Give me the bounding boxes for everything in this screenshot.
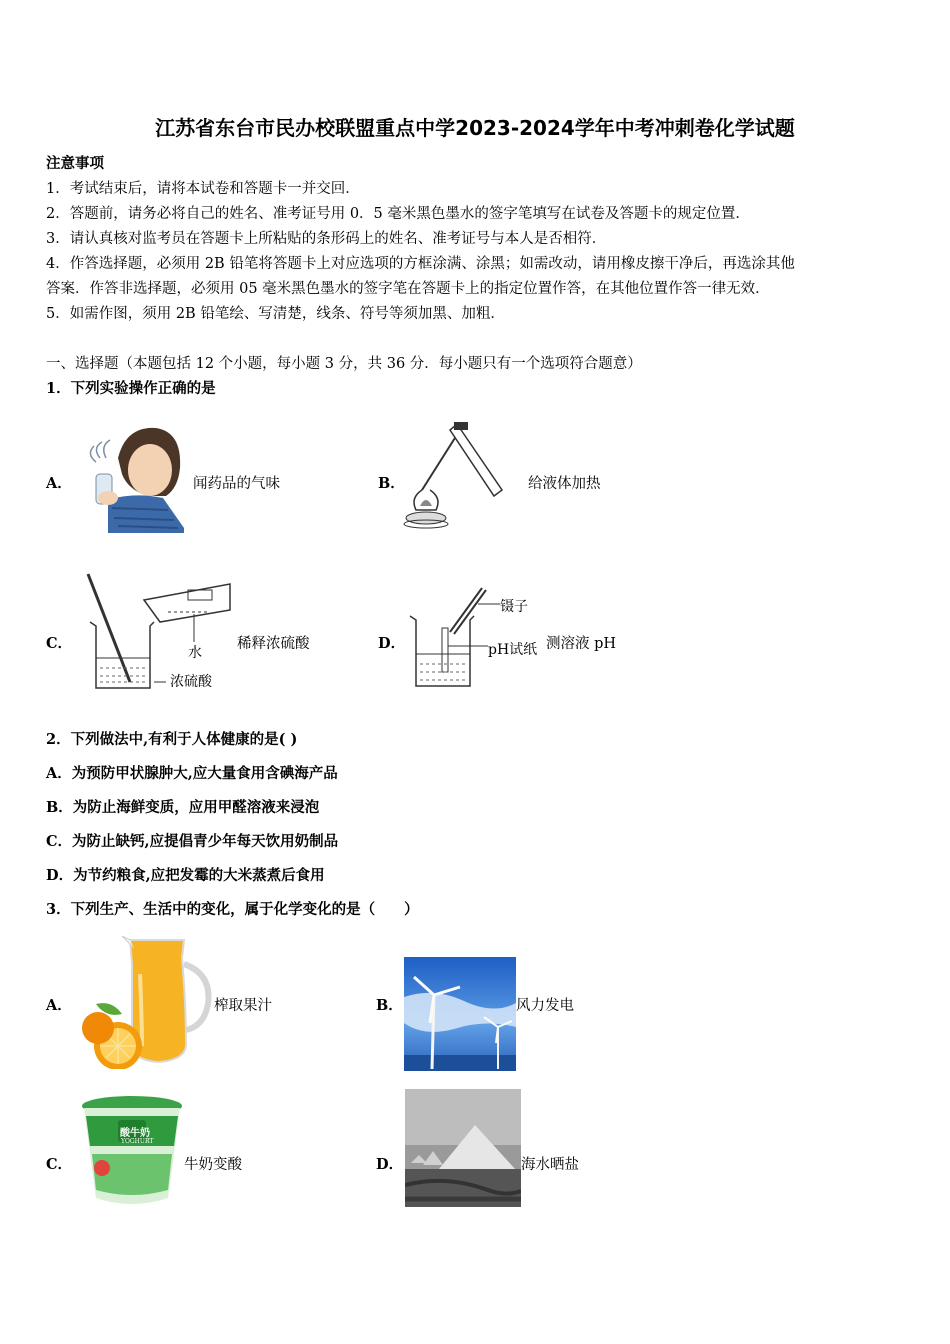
wind-turbine-photo bbox=[404, 957, 516, 1071]
notice-heading: 注意事项 bbox=[46, 155, 104, 172]
section-heading: 一、选择题（本题包括 12 个小题，每小题 3 分，共 36 分．每小题只有一个选项符合题意） bbox=[46, 356, 642, 372]
notice-item: 5．如需作图，须用 2B 铅笔绘、写清楚，线条、符号等须加黑、加粗． bbox=[46, 306, 505, 322]
q1-option-d-letter: D． bbox=[378, 635, 406, 652]
tweezers-label: 镊子 bbox=[500, 599, 528, 615]
q3-option-d-letter: D． bbox=[376, 1156, 404, 1173]
notice-item: 2．答题前，请务必将自己的姓名、准考证号用 0．5 毫米黑色墨水的签字笔填写在试卷及答题卡的规定位置． bbox=[46, 206, 750, 222]
heating-illustration bbox=[402, 420, 522, 530]
yogurt-sub: YOGHURT bbox=[121, 1138, 154, 1145]
q2-option-d: D．为节约粮食,应把发霉的大米蒸煮后食用 bbox=[46, 867, 325, 884]
notice-item: 4．作答选择题，必须用 2B 铅笔将答题卡上对应选项的方框涂满、涂黑；如需改动，请用橡皮擦干净后，再选涂其他 bbox=[46, 256, 795, 272]
acid-label: 浓硫酸 bbox=[170, 674, 212, 690]
q3-option-c-letter: C． bbox=[46, 1156, 73, 1173]
juice-illustration bbox=[82, 934, 212, 1069]
question-2-stem: 2．下列做法中,有利于人体健康的是( ) bbox=[46, 731, 298, 748]
q1-option-a-text: 闻药品的气味 bbox=[193, 476, 280, 492]
notice-item: 1．考试结束后，请将本试卷和答题卡一并交回． bbox=[46, 181, 360, 197]
q3-option-c-text: 牛奶变酸 bbox=[184, 1157, 242, 1173]
q1-option-b-letter: B． bbox=[378, 475, 405, 492]
page-title: 江苏省东台市民办校联盟重点中学2023-2024学年中考冲刺卷化学试题 bbox=[155, 116, 795, 140]
yogurt-brand: 酸牛奶 bbox=[120, 1128, 150, 1139]
q1-option-c-letter: C． bbox=[46, 635, 73, 652]
q3-option-d-text: 海水晒盐 bbox=[521, 1157, 579, 1173]
salt-field-photo bbox=[405, 1089, 521, 1207]
q1-option-d-text: 测溶液 pH bbox=[546, 636, 617, 652]
smell-illustration bbox=[78, 418, 188, 533]
q2-option-a: A．为预防甲状腺肿大,应大量食用含碘海产品 bbox=[46, 765, 338, 782]
q3-option-b-text: 风力发电 bbox=[516, 998, 574, 1014]
ph-paper-label: pH试纸 bbox=[488, 642, 538, 658]
question-3-stem: 3．下列生产、生活中的变化，属于化学变化的是（ ） bbox=[46, 901, 419, 918]
q2-option-c: C．为防止缺钙,应提倡青少年每天饮用奶制品 bbox=[46, 833, 339, 850]
notice-item: 答案．作答非选择题，必须用 05 毫米黑色墨水的签字笔在答题卡上的指定位置作答，在其他位置作答一律无效． bbox=[46, 281, 770, 297]
yogurt-illustration bbox=[78, 1094, 186, 1208]
q1-option-a-letter: A． bbox=[46, 475, 72, 492]
q1-option-c-text: 稀释浓硫酸 bbox=[237, 636, 310, 652]
notice-item: 3．请认真核对监考员在答题卡上所粘贴的条形码上的姓名、准考证号与本人是否相符． bbox=[46, 231, 607, 247]
q3-option-a-letter: A． bbox=[46, 997, 72, 1014]
question-1-stem: 1．下列实验操作正确的是 bbox=[46, 380, 216, 397]
q2-option-b: B．为防止海鲜变质，应用甲醛溶液来浸泡 bbox=[46, 799, 320, 816]
q1-option-b-text: 给液体加热 bbox=[528, 476, 601, 492]
q3-option-b-letter: B． bbox=[376, 997, 403, 1014]
water-label: 水 bbox=[188, 645, 202, 661]
q3-option-a-text: 榨取果汁 bbox=[214, 998, 272, 1014]
ph-test-illustration bbox=[406, 582, 501, 692]
